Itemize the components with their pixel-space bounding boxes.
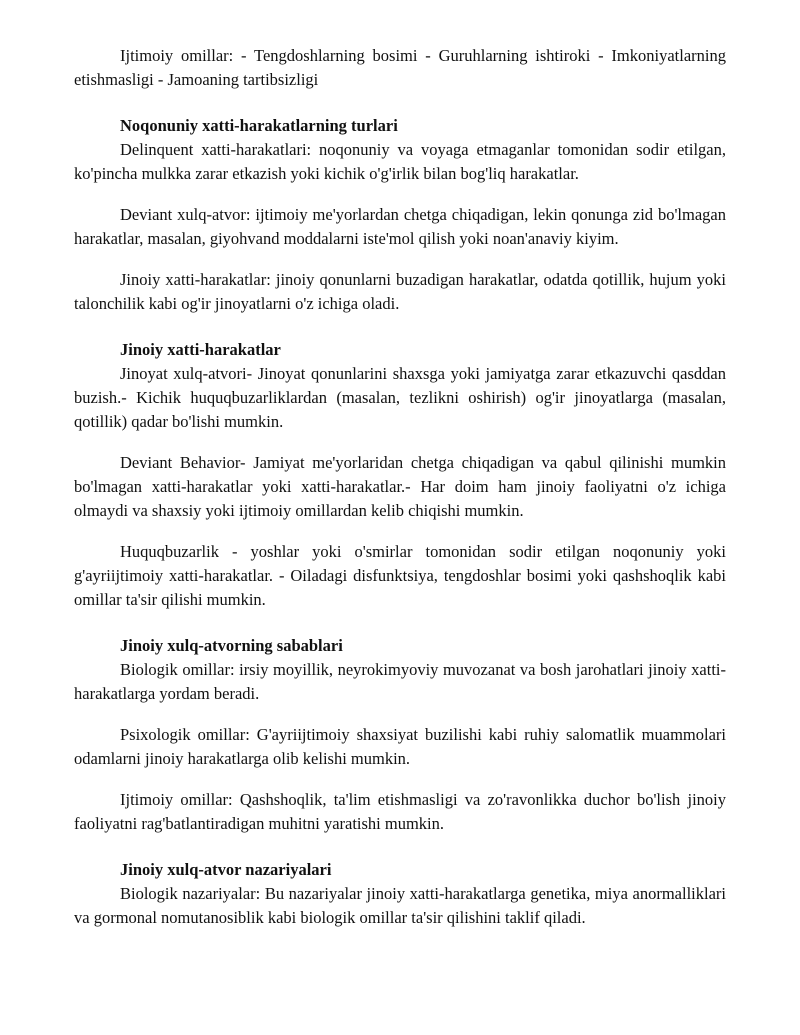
- paragraph-social-factors: Ijtimoiy omillar: Qashshoqlik, ta'lim etishmasligi va zo'ravonlikka duchor bo'lish jinoiy faoliyatni rag'batlantiradigan muhitni yaratishi mumkin.: [74, 790, 726, 833]
- paragraph-delinquency: Huquqbuzarlik - yoshlar yoki o'smirlar tomonidan sodir etilgan noqonuniy yoki g'ayriijtimoiy xatti-harakatlar. - Oiladagi disfunktsiya, tengdoshlar bosimi yoki qashshoqlik kabi omillar ta'sir qilishi mumkin.: [74, 542, 726, 609]
- paragraph-crime-conduct: Jinoyat xulq-atvori- Jinoyat qonunlarini shaxsga yoki jamiyatga zarar etkazuvchi qasddan buzish.- Kichik huquqbuzarliklardan (masalan, tezlikni oshirish) og'ir jinoyatlarga (masalan, qotillik) qadar bo'lishi mumkin.: [74, 364, 726, 431]
- paragraph-biological-factors: Biologik omillar: irsiy moyillik, neyrokimyoviy muvozanat va bosh jarohatlari jinoiy xatti-harakatlarga yordam beradi.: [74, 660, 726, 703]
- section-heading-types: Noqonuniy xatti-harakatlarning turlari: [120, 116, 398, 135]
- intro-paragraph: Ijtimoiy omillar: - Tengdoshlarning bosimi - Guruhlarning ishtiroki - Imkoniyatlarning etishmasligi - Jamoaning tartibsizligi: [74, 46, 726, 89]
- paragraph-psychological-factors: Psixologik omillar: G'ayriijtimoiy shaxsiyat buzilishi kabi ruhiy salomatlik muammolari odamlarni jinoiy harakatlarga olib kelishi mumkin.: [74, 725, 726, 768]
- paragraph-deviant: Deviant xulq-atvor: ijtimoiy me'yorlardan chetga chiqadigan, lekin qonunga zid bo'lmagan harakatlar, masalan, giyohvand moddalarni iste'mol qilish yoki noan'anaviy kiyim.: [74, 205, 726, 248]
- section-heading-causes: Jinoiy xulq-atvorning sabablari: [120, 636, 343, 655]
- section-heading-criminal-behavior: Jinoiy xatti-harakatlar: [120, 340, 281, 359]
- document-page: [74, 44, 726, 947]
- section-heading-theories: Jinoiy xulq-atvor nazariyalari: [120, 860, 332, 879]
- paragraph-deviant-behavior: Deviant Behavior- Jamiyat me'yorlaridan chetga chiqadigan va qabul qilinishi mumkin bo'lmagan xatti-harakatlar yoki xatti-harakatlar.- Har doim ham jinoiy faoliyatni o'z ichiga olmaydi va shaxsiy yoki ijtimoiy omillardan kelib chiqishi mumkin.: [74, 453, 726, 520]
- paragraph-criminal: Jinoiy xatti-harakatlar: jinoiy qonunlarni buzadigan harakatlar, odatda qotillik, hujum yoki talonchilik kabi og'ir jinoyatlarni o'z ichiga oladi.: [74, 270, 726, 313]
- paragraph-delinquent: Delinquent xatti-harakatlari: noqonuniy va voyaga etmaganlar tomonidan sodir etilgan, ko'pincha mulkka zarar etkazish yoki kichik o'g'irlik bilan bog'liq harakatlar.: [74, 140, 726, 183]
- paragraph-biological-theories: Biologik nazariyalar: Bu nazariyalar jinoiy xatti-harakatlarga genetika, miya anormalliklari va gormonal nomutanosiblik kabi biologik omillar ta'sir qilishini taklif qiladi.: [74, 884, 726, 927]
